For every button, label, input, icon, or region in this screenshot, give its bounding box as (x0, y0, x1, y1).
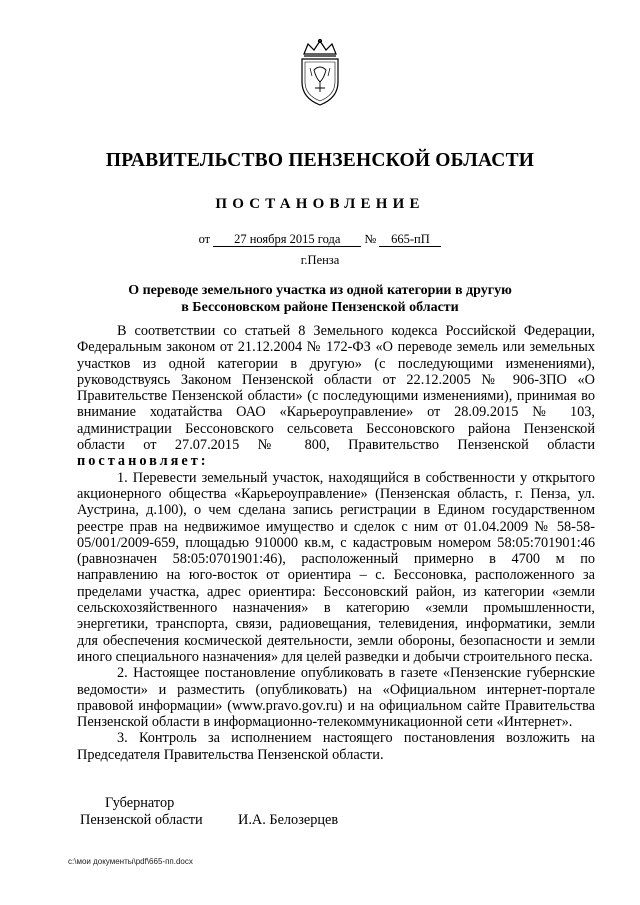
subject-line-2: в Бессоновском районе Пензенской области (181, 299, 459, 315)
date-number-line (0, 232, 640, 247)
city: г.Пенза (300, 253, 340, 267)
document-number: 665-пП (379, 233, 441, 247)
document-type: ПОСТАНОВЛЕНИЕ (215, 196, 425, 212)
document-subject (100, 283, 540, 316)
document-date: 27 ноября 2015 года (213, 233, 361, 247)
signer-name: И.А. Белозерцев (238, 812, 339, 828)
number-sign: № (364, 232, 377, 246)
item-1: 1. Перевести земельный участок, находящийся в собственности у открытого акционерного общества «Карьероуправление» (Пензенская область, г. Пенза, ул. Аустрина, д.100), о чем сделана запись регистрации в Едином государственном реестре прав на недвижимое имущество и сделок с ним от 01.04.2009 № 58-58-05/001/2009-659, площадью 910000 кв.м, с кадастровым номером 58:05:701901:46 (равнозначен 58:05:0701901:46), расположенный примерно в 4700 м по направлению на юго-восток от ориентира – с. Бессоновка, расположенного за пределами участка, адрес ориентира: Бессоновский район, из категории «земли сельскохозяйственного назначения» в категорию «земли промышленности, энергетики, транспорта, связи, радиовещания, телевидения, информатики, земли для обеспечения космической деятельности, земли обороны, безопасности и земли иного специального назначения» для целей разведки и добычи строительного песка. (77, 469, 595, 665)
coat-of-arms-emblem (290, 38, 350, 108)
intro-text: В соответствии со статьей 8 Земельного кодекса Российской Федерации, Федеральным законом от 21.12.2004 № 172-ФЗ «О переводе земель или земельных участков из одной категории в другую» (с последующими изменениями), руководствуясь Законом Пензенской области от 22.12.2005 № 906-ЗПО «О Правительстве Пензенской области» (с последующими изменениями), принимая во внимание ходатайства ОАО «Карьероуправление» от 28.09.2015 № 103, администрации Бессоновского сельсовета Бессоновского района Пензенской области от 27.07.2015 № 800, Правительство Пензенской области (77, 323, 595, 454)
intro-paragraph (77, 323, 595, 470)
signer-title-line-1: Губернатор (105, 795, 175, 811)
resolves-word: постановляет: (77, 453, 209, 470)
document-body (77, 323, 595, 763)
file-path-footer: c:\мои документы\pdf\665-пп.docx (68, 857, 193, 866)
item-2: 2. Настоящее постановление опубликовать в газете «Пензенские губернские ведомости» и разместить (опубликовать) на «Официальном интернет-портале правовой информации» (www.pravo.gov.ru) и на официальном сайте Правительства Пензенской области в информационно-телекоммуникационной сети «Интернет». (77, 665, 595, 731)
item-3: 3. Контроль за исполнением настоящего постановления возложить на Председателя Правительства Пензенской области. (77, 730, 595, 763)
date-prefix: от (198, 232, 211, 246)
subject-line-1: О переводе земельного участка из одной категории в другую (128, 283, 512, 298)
signer-title-line-2: Пензенской области (80, 812, 203, 828)
organization-title: ПРАВИТЕЛЬСТВО ПЕНЗЕНСКОЙ ОБЛАСТИ (105, 150, 535, 171)
